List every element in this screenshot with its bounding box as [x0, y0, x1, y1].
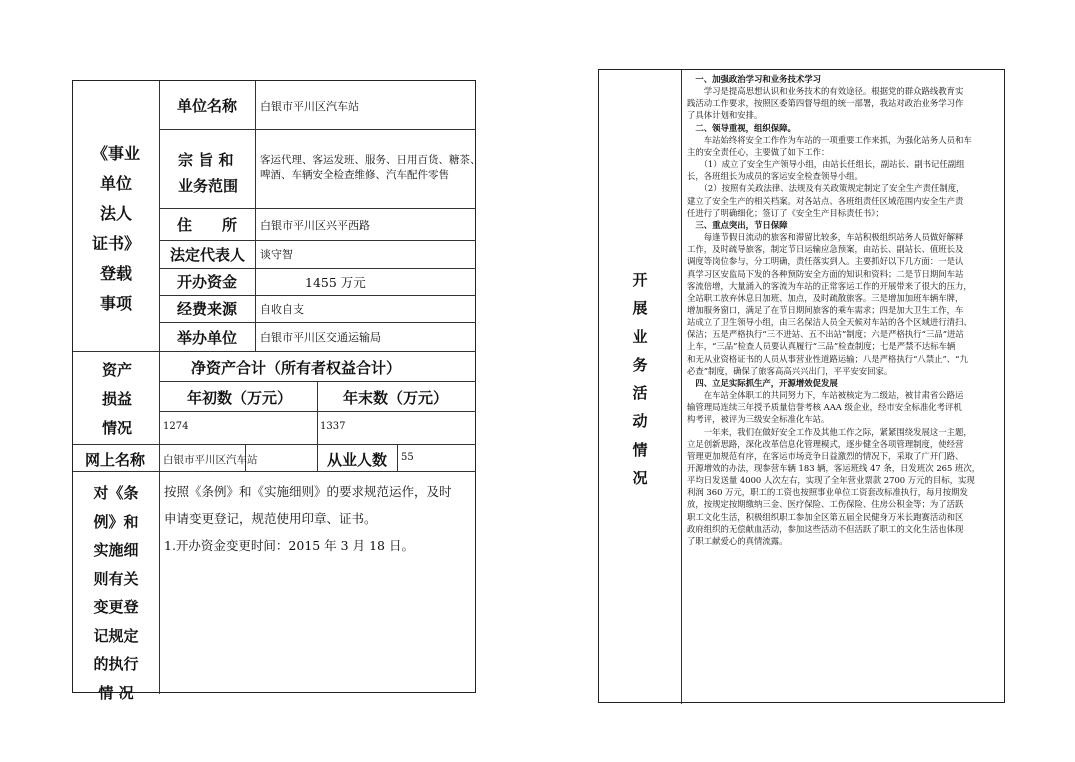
body-line: 立足创新思路，深化改革信息化管理模式，逐步健全各项管理制度，使经营: [687, 438, 964, 449]
body-line: 调度等岗位参与，分工明确，责任落实到人。主要抓好以下几方面：一是认: [687, 256, 964, 267]
value-capital: 1455 万元: [305, 275, 366, 290]
body-line: 一年来，我们在做好安全工作及其他工作之际，紧紧围绕发展这一主题，: [687, 426, 972, 437]
label-scope: 宗 旨 和 业务范围: [178, 151, 239, 195]
body-line: 管理更加规范有序，在客运市场竞争日益激烈的情况下，采取了广开门路、: [687, 450, 964, 461]
body-line: 和无从业资格证书的人员从事营业性道路运输；八是严格执行“八禁止”、“九: [687, 353, 968, 364]
business-activity-form: [598, 69, 1005, 703]
body-line: 输管理局连续三年授予质量信誉考核 AAA 级企业，经市安全标准化考评机: [687, 402, 962, 413]
section-heading: 二、领导重视，组织保障。: [687, 122, 796, 133]
assets-col-end: 年末数（万元）: [343, 389, 449, 407]
value-unit-name: 白银市平川区汽车站: [260, 100, 359, 113]
assets-header: 净资产合计（所有者权益合计）: [191, 359, 402, 377]
body-line: 每逢节假日流动的旅客和滞留比较多，车站积极组织站务人员做好解释: [687, 232, 964, 243]
label-online-name: 网上名称: [85, 451, 146, 469]
body-line: 主的安全责任心，主要做了如下工作：: [687, 146, 830, 157]
activity-side-label: 开 展 业 务 活 动 情 况: [632, 271, 648, 488]
body-line: 增加服务窗口，满足了在节日期间旅客的乘车需求；四是加大卫生工作，车: [687, 304, 964, 315]
body-line: 客流倍增，大量涌入的客流为车站的正常客运工作的开展带来了很大的压力，: [687, 280, 972, 291]
form-vertical-title: 《事业 单位 法人 证书》 登载 事项: [91, 144, 140, 313]
activity-body-text: [687, 73, 1001, 625]
label-legal-rep: 法定代表人: [170, 246, 246, 264]
body-line: 站成立了卫生领导小组，由三名保洁人员全天候对车站的各个区域进行清扫、: [687, 317, 972, 328]
body-line: 了具体计划和安排。: [687, 110, 763, 121]
value-scope: 客运代理、客运发班、服务、日用百货、糖茶、 啤酒、车辆安全检查维修、汽车配件零售: [260, 154, 481, 181]
body-line: 在车站全体职工的共同努力下，车站被核定为二级站，被甘肃省公路运: [687, 390, 964, 401]
value-funding: 自收自支: [260, 303, 304, 316]
body-line: 车站始终将安全工作作为车站的一项重要工作来抓，为强化站务人员和车: [687, 134, 972, 145]
body-line: 保洁；五是严格执行“三不进站、五不出站”制度；六是严格执行“三品”进站: [687, 329, 964, 340]
label-sponsor: 举办单位: [177, 329, 238, 347]
assets-side-label: 资产 损益 情况: [101, 361, 132, 437]
section-heading: 四、立足实际抓生产，开源增效促发展: [687, 377, 838, 388]
rules-text: 按照《条例》和《实施细则》的要求规范运作，及时 申请变更登记，规范使用印章、证书。 1.开办资金变更时间：2015 年 3 月 18 日。: [164, 484, 452, 553]
body-line: （2）按照有关政法律、法规及有关政策规定制定了安全生产责任制度，: [687, 183, 965, 194]
body-line: 践活动工作要求，按照区委第四督导组的统一部署，我站对政治业务学习作: [687, 98, 964, 109]
assets-col-start: 年初数（万元）: [187, 389, 293, 407]
label-staff-count: 从业人数: [327, 451, 388, 469]
body-line: 放，按规定按期缴纳三金、医疗保险、工伤保险、住房公积金等；为了活跃: [687, 499, 964, 510]
body-line: 长，各班组长为成员的客运安全检查领导小组。: [687, 171, 863, 182]
section-heading: 三、重点突出，节日保障: [687, 219, 788, 230]
body-line: 全站职工放弃休息日加班、加点，及时疏散旅客。三是增加加班车辆车牌，: [687, 292, 964, 303]
label-address: 住 所: [177, 216, 238, 234]
body-line: 工作，及时疏导旅客，制定节日运输应急预案，由站长、副站长、值班长及: [687, 244, 964, 255]
label-capital: 开办资金: [177, 273, 238, 291]
label-unit-name: 单位名称: [177, 97, 238, 115]
body-line: 职工文化生活，积极组织职工参加全区第五届全民健身万米长跑赛活动和区: [687, 511, 964, 522]
body-line: 政府组织的无偿献血活动，参加这些活动不但活跃了职工的文化生活也体现: [687, 523, 964, 534]
body-line: 任进行了明确细化；签订了《安全生产目标责任书》；: [687, 207, 884, 218]
body-line: （1）成立了安全生产领导小组，由站长任组长，副站长、副书记任副组: [687, 159, 965, 170]
section-heading: 一、加强政治学习和业务技术学习: [687, 74, 821, 84]
assets-val-start: 1274: [163, 421, 189, 432]
value-staff-count: 55: [401, 452, 414, 463]
rules-side-label: 对《条 例》和 实施细 则有关 变更登 记规定 的执行 情 况: [93, 484, 139, 702]
value-online-name: 白银市平川区汽车站: [163, 454, 258, 466]
assets-val-end: 1337: [320, 421, 346, 432]
body-line: 真学习区安监局下发的各种预防安全方面的知识和资料；二是节日期间车站: [687, 268, 964, 279]
body-line: 了职工献爱心的真情流露。: [687, 535, 788, 546]
registration-form: [72, 80, 481, 702]
body-line: 开源增效的办法，现参营车辆 183 辆，客运班线 47 条，日发班次 265 班次，: [687, 463, 981, 473]
label-funding: 经费来源: [177, 300, 238, 318]
body-line: 平均日发送量 4000 人次左右，实现了全年营业票款 2700 万元的目标，实现: [687, 475, 975, 486]
body-line: 上车，“三品”检查人员要认真履行“三品”检查制度；七是严禁不达标车辆: [687, 341, 956, 352]
body-line: 利润 360 万元，职工的工资也按照事业单位工资套改标准执行，每月按期发: [687, 487, 968, 498]
value-address: 白银市平川区兴平西路: [260, 219, 370, 232]
body-line: 必查”制度，确保了旅客高高兴兴出门，平平安安回家。: [687, 365, 893, 376]
body-line: 建立了安全生产的相关档案。对各站点、各班组责任区域范围内安全生产责: [687, 195, 964, 206]
body-line: 构考评，被评为三级安全标准化车站。: [687, 414, 830, 425]
body-line: 学习是提高思想认识和业务技术的有效途径。根据党的群众路线教育实: [687, 86, 964, 97]
value-sponsor: 白银市平川区交通运输局: [260, 331, 381, 344]
value-legal-rep: 谈守智: [260, 248, 293, 261]
